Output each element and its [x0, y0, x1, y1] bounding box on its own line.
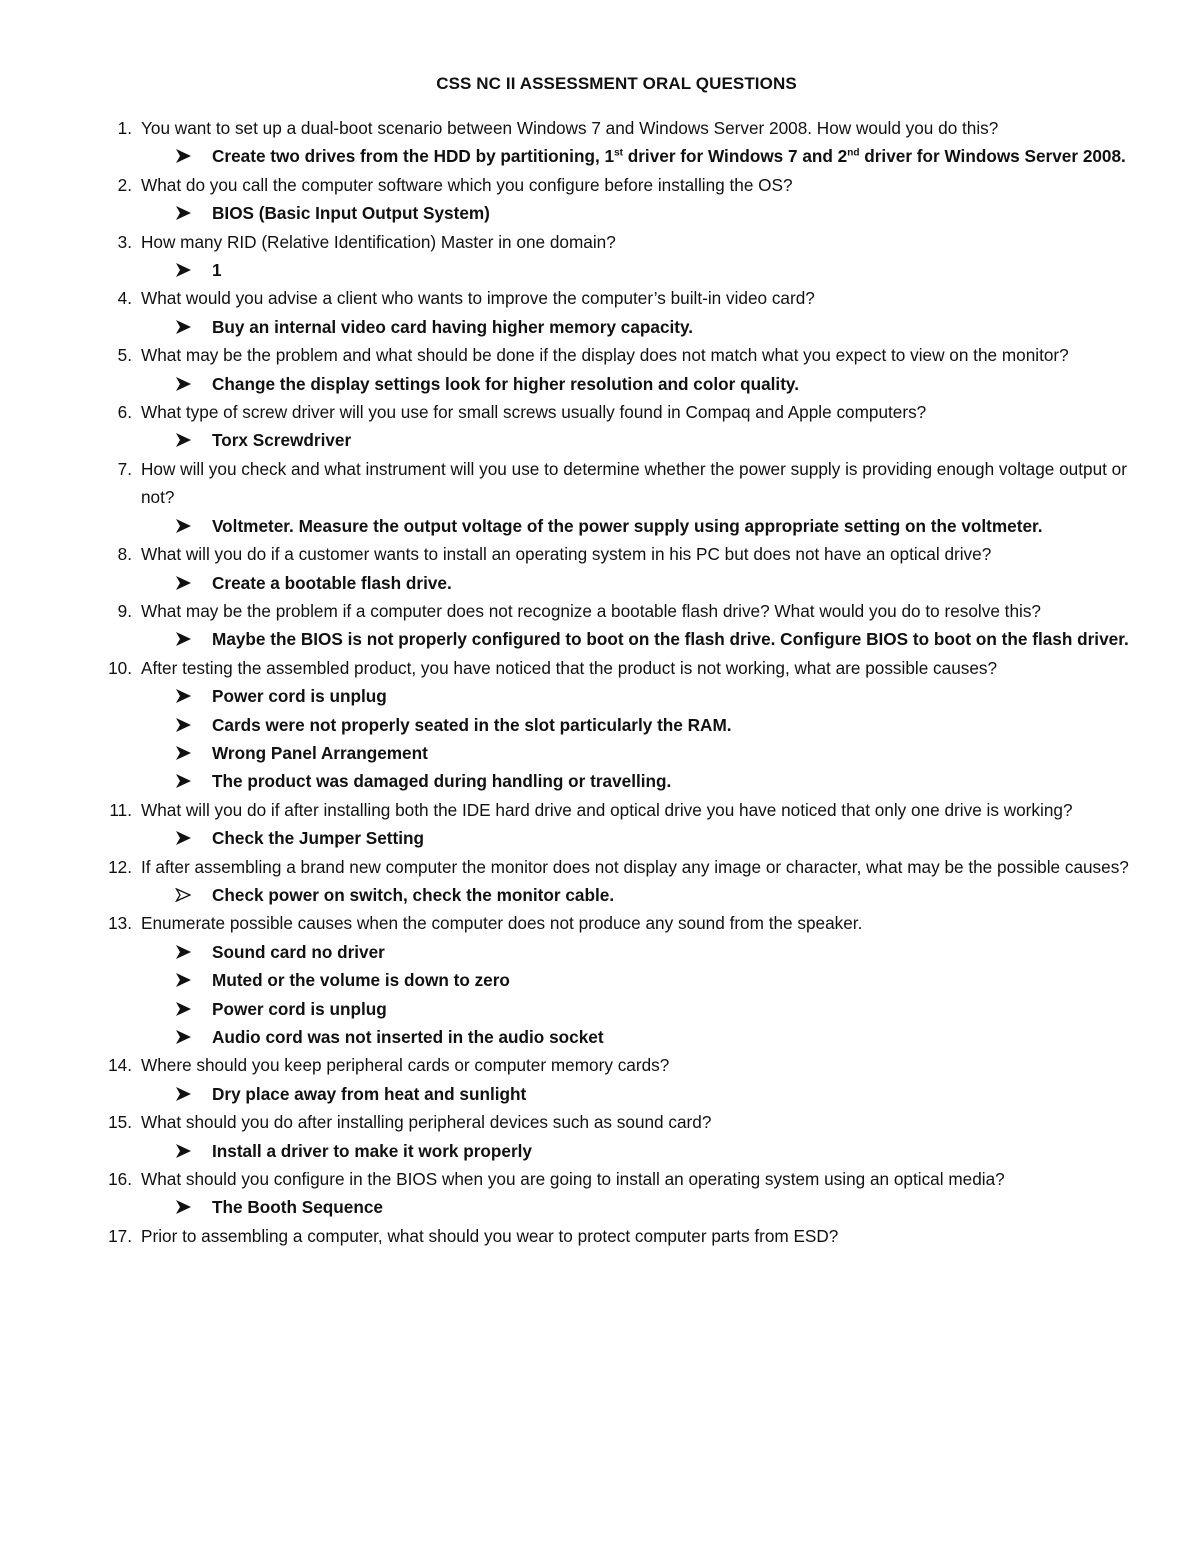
question-item: [0, 853, 1200, 881]
question-item: [0, 1165, 1200, 1193]
answer-text: Torx Screwdriver: [212, 430, 352, 451]
answer-item: [0, 1193, 1200, 1221]
answer-item: [0, 1023, 1200, 1051]
document-title: CSS NC II ASSESSMENT ORAL QUESTIONS: [436, 74, 797, 93]
arrow-bullet-icon: [175, 1087, 191, 1101]
answer-item: [0, 313, 1200, 341]
answer-item: [0, 739, 1200, 767]
question-number: 13.: [108, 913, 132, 934]
question-number: 17.: [108, 1225, 132, 1246]
answer-item: [0, 995, 1200, 1023]
arrow-bullet-icon: [175, 973, 191, 987]
question-text: What may be the problem and what should be done if the display does not match what you expect to view on the monitor?: [141, 345, 1069, 366]
answer-text: Muted or the volume is down to zero: [212, 970, 510, 991]
answer-text: Dry place away from heat and sunlight: [212, 1083, 527, 1104]
question-text: What will you do if after installing both the IDE hard drive and optical drive you have noticed that only one drive is working?: [141, 799, 1073, 820]
answer-text: The Booth Sequence: [212, 1197, 383, 1218]
question-item: [0, 284, 1200, 312]
answer-text: Create a bootable flash drive.: [212, 572, 452, 593]
question-text: What should you configure in the BIOS when you are going to install an operating system using an optical media?: [141, 1169, 1005, 1190]
question-item: [0, 455, 1200, 512]
answer-item: [0, 512, 1200, 540]
question-number: 6.: [117, 402, 132, 423]
answer-item: [0, 625, 1200, 653]
arrow-bullet-icon: [175, 519, 191, 533]
answer-text-part: Create two drives from the HDD by partitioning, 1: [212, 146, 615, 167]
answer-item: [0, 256, 1200, 284]
question-list: [0, 114, 1200, 1250]
arrow-bullet-icon: [175, 831, 191, 845]
ordinal-suffix: st: [614, 147, 623, 159]
answer-text: Change the display settings look for higher resolution and color quality.: [212, 373, 799, 394]
arrow-bullet-icon: [175, 1030, 191, 1044]
arrow-outline-bullet-icon: [175, 888, 191, 902]
arrow-bullet-icon: [175, 149, 191, 163]
question-item: [0, 654, 1200, 682]
question-number: 9.: [117, 600, 132, 621]
question-item: [0, 341, 1200, 369]
question-text: What may be the problem if a computer does not recognize a bootable flash drive? What would you do to resolve this?: [141, 600, 1041, 621]
question-item: [0, 1051, 1200, 1079]
question-number: 8.: [117, 544, 132, 565]
question-item: [0, 597, 1200, 625]
question-number: 4.: [117, 288, 132, 309]
question-number: 7.: [117, 458, 132, 479]
answer-text: [212, 142, 1132, 170]
question-number: 12.: [108, 856, 132, 877]
answer-text: 1: [212, 260, 222, 281]
arrow-bullet-icon: [175, 377, 191, 391]
answer-text: Sound card no driver: [212, 941, 385, 962]
answer-item: [0, 370, 1200, 398]
arrow-bullet-icon: [175, 320, 191, 334]
answer-item: [0, 938, 1200, 966]
answer-text: Install a driver to make it work properly: [212, 1140, 532, 1161]
question-number: 16.: [108, 1169, 132, 1190]
arrow-bullet-icon: [175, 206, 191, 220]
answer-item: [0, 426, 1200, 454]
arrow-bullet-icon: [175, 433, 191, 447]
answer-text-part: driver for Windows Server 2008.: [859, 146, 1126, 167]
question-number: 2.: [117, 174, 132, 195]
question-text: After testing the assembled product, you have noticed that the product is not working, what are possible causes?: [141, 657, 998, 678]
ordinal-suffix: nd: [847, 147, 860, 159]
question-item: [0, 1108, 1200, 1136]
question-text: How many RID (Relative Identification) Master in one domain?: [141, 231, 616, 252]
answer-item: [0, 824, 1200, 852]
answer-text: Cards were not properly seated in the slot particularly the RAM.: [212, 714, 732, 735]
question-item: [0, 1222, 1200, 1250]
arrow-bullet-icon: [175, 774, 191, 788]
question-text: What do you call the computer software which you configure before installing the OS?: [141, 174, 793, 195]
question-number: 3.: [117, 231, 132, 252]
question-text: Where should you keep peripheral cards or computer memory cards?: [141, 1055, 670, 1076]
answer-text: Check the Jumper Setting: [212, 828, 425, 849]
question-item: [0, 909, 1200, 937]
answer-item: [0, 767, 1200, 795]
answer-text: Wrong Panel Arrangement: [212, 742, 428, 763]
answer-text: Audio cord was not inserted in the audio socket: [212, 1027, 604, 1047]
question-text: You want to set up a dual-boot scenario between Windows 7 and Windows Server 2008. How would you do this?: [141, 118, 999, 138]
question-item: [0, 398, 1200, 426]
answer-text: Buy an internal video card having higher memory capacity.: [212, 316, 694, 337]
question-number: 5.: [117, 345, 132, 366]
question-text: How will you check and what instrument will you use to determine whether the power supply is providing enough voltage output or not?: [141, 458, 1127, 508]
arrow-bullet-icon: [175, 632, 191, 646]
arrow-bullet-icon: [175, 576, 191, 590]
question-text: If after assembling a brand new computer the monitor does not display any image or character, what may be the possible causes?: [141, 856, 1129, 877]
question-number: 15.: [108, 1112, 132, 1133]
question-text: What would you advise a client who wants to improve the computer’s built-in video card?: [141, 288, 815, 309]
arrow-bullet-icon: [175, 689, 191, 703]
answer-text: Power cord is unplug: [212, 998, 387, 1019]
question-item: [0, 114, 1200, 142]
arrow-bullet-icon: [175, 945, 191, 959]
arrow-bullet-icon: [175, 1002, 191, 1016]
answer-item: [0, 881, 1200, 909]
question-number: 11.: [109, 799, 132, 820]
question-item: [0, 171, 1200, 199]
arrow-bullet-icon: [175, 1200, 191, 1214]
answer-item: [0, 1080, 1200, 1108]
arrow-bullet-icon: [175, 1144, 191, 1158]
arrow-bullet-icon: [175, 746, 191, 760]
answer-text: BIOS (Basic Input Output System): [212, 203, 490, 224]
answer-item: [0, 711, 1200, 739]
question-item: [0, 228, 1200, 256]
answer-text: The product was damaged during handling or travelling.: [212, 771, 672, 792]
question-number: 1.: [117, 118, 132, 138]
answer-item: [0, 199, 1200, 227]
answer-text: Maybe the BIOS is not properly configured to boot on the flash drive. Configure BIOS to boot on the flash driver.: [212, 629, 1129, 650]
arrow-bullet-icon: [175, 263, 191, 277]
answer-item: [0, 682, 1200, 710]
answer-item: [0, 966, 1200, 994]
answer-item: [0, 142, 1200, 170]
question-text: Enumerate possible causes when the computer does not produce any sound from the speaker.: [141, 913, 863, 934]
question-item: [0, 796, 1200, 824]
question-text: What type of screw driver will you use for small screws usually found in Compaq and Apple computers?: [141, 402, 927, 423]
question-item: [0, 540, 1200, 568]
question-number: 14.: [108, 1055, 132, 1076]
question-number: 10.: [108, 657, 132, 678]
arrow-bullet-icon: [175, 718, 191, 732]
answer-item: [0, 569, 1200, 597]
answer-text: Check power on switch, check the monitor cable.: [212, 884, 615, 905]
answer-text-part: driver for Windows 7 and 2: [622, 146, 848, 167]
question-text: Prior to assembling a computer, what should you wear to protect computer parts from ESD?: [141, 1225, 839, 1246]
answer-text: Voltmeter. Measure the output voltage of the power supply using appropriate setting on the voltmeter.: [212, 515, 1043, 536]
answer-text: Power cord is unplug: [212, 686, 387, 707]
question-text: What should you do after installing peripheral devices such as sound card?: [141, 1112, 712, 1133]
question-text: What will you do if a customer wants to install an operating system in his PC but does not have an optical drive?: [141, 544, 992, 565]
answer-item: [0, 1137, 1200, 1165]
